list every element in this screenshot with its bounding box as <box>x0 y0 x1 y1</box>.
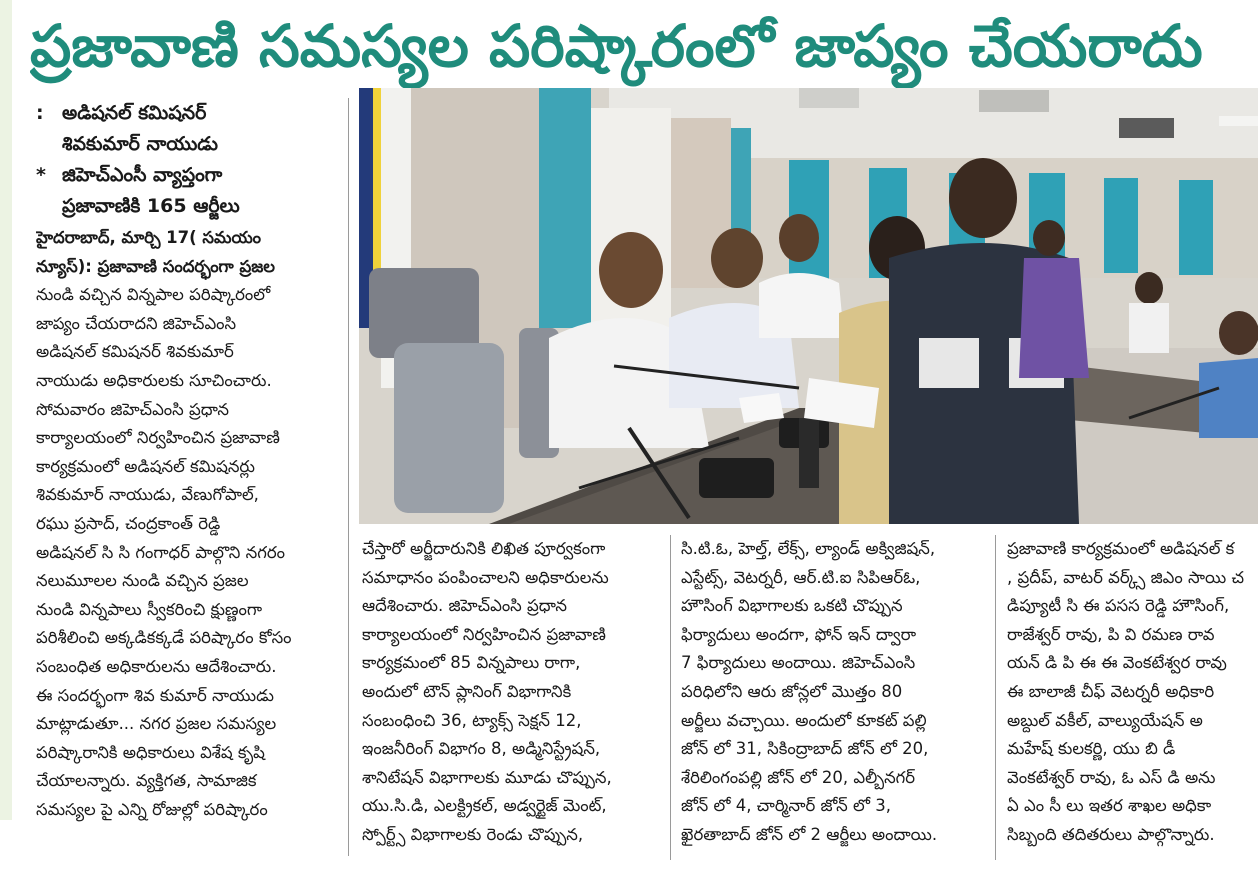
article-line: , ప్రదీప్, వాటర్ వర్క్స్ జిఎం సాయి చ <box>1007 567 1245 587</box>
bullet-text: జిహెచ్ఎంసీ వ్యాప్తంగా <box>62 164 223 186</box>
article-line: మాట్లాడుతూ... నగర ప్రజల సమస్యల <box>36 714 277 734</box>
bullet-line <box>36 191 336 222</box>
bullet-text: ప్రజావాణికి 165 ఆర్జీలు <box>62 195 240 217</box>
article-line: కార్యాలయంలో నిర్వహించిన ప్రజావాణి <box>36 428 280 448</box>
article-line: పరిధిలోని ఆరు జోన్లలో మొత్తం 80 <box>681 681 903 701</box>
article-line: నుండి విన్నపాలు స్వీకరించి క్షుణ్ణంగా <box>36 599 263 619</box>
article-column-4 <box>1007 535 1258 850</box>
article-line: 7 ఫిర్యాదులు అందాయి. జిహెచ్ఎంసి <box>681 653 916 673</box>
meeting-photo-illustration <box>359 88 1258 524</box>
article-column-2 <box>362 535 658 850</box>
article-line: అడిషనల్ కమిషనర్ శివకుమార్ <box>36 342 234 362</box>
article-line: ఈ బాలాజీ చీఫ్ వెటర్నరీ అధికారి <box>1007 681 1215 701</box>
bullet-mark: * <box>36 164 46 186</box>
article-line: జాప్యం చేయరాదని జిహెచ్ఎంసి <box>36 313 237 333</box>
article-line: ఈ సందర్భంగా శివ కుమార్ నాయుడు <box>36 685 275 705</box>
article-line: కార్యక్రమంలో 85 విన్నపాలు రాగా, <box>362 653 581 673</box>
article-body-col1 <box>36 224 336 824</box>
news-photo <box>359 88 1258 524</box>
article-line: సమస్యల పై ఎన్ని రోజుల్లో పరిష్కారం <box>36 799 268 819</box>
bullet-mark: : <box>36 102 44 124</box>
article-line: రాజేశ్వర్ రావు, పి వి రమణ రావ <box>1007 624 1215 644</box>
left-margin-strip <box>0 0 12 820</box>
article-line: నాయుడు అధికారులకు సూచించారు. <box>36 370 272 390</box>
article-line: సంబంధిత అధికారులను ఆదేశించారు. <box>36 656 277 676</box>
article-line: నలుమూలల నుండి వచ్చిన ప్రజల <box>36 571 249 591</box>
bullet-line <box>36 98 336 129</box>
article-line: చేయాలన్నారు. వ్యక్తిగత, సామాజిక <box>36 771 257 791</box>
article-line: జోన్ లో 31, సికింద్రాబాద్ జోన్ లో 20, <box>681 739 929 759</box>
article-line: కార్యాలయంలో నిర్వహించిన ప్రజావాణి <box>362 624 606 644</box>
article-line: శానిటేషన్ విభాగాలకు మూడు చొప్పున, <box>362 767 612 787</box>
bullet-line <box>36 160 336 191</box>
article-line: ఆదేశించారు. జిహెచ్ఎంసి ప్రధాన <box>362 596 567 616</box>
article-line: కార్యక్రమంలో అడిషనల్ కమిషనర్లు <box>36 456 255 476</box>
article-line: పరిష్కారానికి అధికారులు విశేష కృషి <box>36 742 265 762</box>
article-line: ప్రజావాణి కార్యక్రమంలో అడిషనల్ క <box>1007 539 1235 558</box>
column-divider <box>995 535 996 860</box>
column-divider <box>348 98 349 856</box>
article-line: డిప్యూటీ సి ఈ పసస రెడ్డి హౌసింగ్, <box>1007 596 1230 616</box>
article-column-1 <box>36 98 336 824</box>
article-line: సిబ్బంది తదితరులు పాల్గొన్నారు. <box>1007 824 1215 844</box>
article-line: మహేష్ కులకర్ణి, యు బి డీ <box>1007 739 1176 759</box>
article-line: శేరిలింగంపల్లి జోన్ లో 20, ఎల్బీనగర్ <box>681 767 916 787</box>
bullet-text: అడిషనల్ కమిషనర్ <box>62 102 207 124</box>
article-line: ఇంజనీరింగ్ విభాగం 8, అడ్మినిస్ట్రేషన్, <box>362 739 601 759</box>
article-line: యన్ డి పి ఈ ఈ వెంకటేశ్వర రావు <box>1007 653 1227 673</box>
article-line: హైదరాబాద్, మార్చి 17( సమయం <box>36 228 262 247</box>
article-line: శివకుమార్ నాయుడు, వేణుగోపాల్, <box>36 485 259 505</box>
headline: ప్రజావాణి సమస్యల పరిష్కారంలో జాప్యం చేయరాదు <box>30 12 1203 80</box>
article-line: ఖైరతాబాద్ జోన్ లో 2 ఆర్జీలు అందాయి. <box>681 824 938 844</box>
article-column-3 <box>681 535 981 850</box>
column-divider <box>670 535 671 860</box>
article-line: స్పోర్ట్స్ విభాగాలకు రెండు చొప్పున, <box>362 824 584 844</box>
article-line: సంబంధించి 36, ట్యాక్స్ సెక్షన్ 12, <box>362 710 582 730</box>
article-line: నుండి వచ్చిన విన్నపాల పరిష్కారంలో <box>36 285 271 305</box>
article-line: ఏ ఎం సీ లు ఇతర శాఖల అధికా <box>1007 796 1212 816</box>
article-line: చేస్తారో అర్జీదారునికి లిఖిత పూర్వకంగా <box>362 539 606 558</box>
bullet-line <box>36 129 336 160</box>
bullet-text: శివకుమార్ నాయుడు <box>62 133 218 155</box>
article-line: సోమవారం జిహెచ్ఎంసి ప్రధాన <box>36 399 229 419</box>
article-line: రఘు ప్రసాద్, చంద్రకాంత్ రెడ్డి <box>36 513 221 533</box>
article-line: యు.సి.డి, ఎలక్ట్రికల్, అడ్వర్టైజ్ మెంట్, <box>362 796 607 816</box>
article-line: అందులో టౌన్ ప్లానింగ్ విభాగానికి <box>362 681 572 701</box>
article-line: సి.టి.ఓ, హెల్త్, లేక్స్, ల్యాండ్ అక్విజిషన్, <box>681 539 936 558</box>
article-line: వెంకటేశ్వర్ రావు, ఓ ఎస్ డి అను <box>1007 767 1216 787</box>
article-line: ఫిర్యాదులు అందగా, ఫోన్ ఇన్ ద్వారా <box>681 624 917 644</box>
article-line: హౌసింగ్ విభాగాలకు ఒకటి చొప్పున <box>681 596 903 616</box>
article-line: పరిశీలించి అక్కడికక్కడే పరిష్కారం కోసం <box>36 628 292 648</box>
article-line: న్యూస్): ప్రజావాణి సందర్భంగా ప్రజల <box>36 256 275 276</box>
article-line: అడిషనల్ సి సి గంగాధర్ పాల్గొని నగరం <box>36 542 285 562</box>
article-line: ఎస్టేట్స్, వెటర్నరీ, ఆర్.టి.ఐ సిపిఆర్ఓ, <box>681 567 921 587</box>
article-line: అబ్దుల్ వకీల్, వాల్యుయేషన్ అ <box>1007 710 1203 730</box>
article-line: సమాధానం పంపించాలని అధికారులను <box>362 567 609 587</box>
article-line: జోన్ లో 4, చార్మినార్ జోన్ లో 3, <box>681 796 891 816</box>
article-line: అర్జీలు వచ్చాయి. అందులో కూకట్ పల్లి <box>681 710 927 730</box>
